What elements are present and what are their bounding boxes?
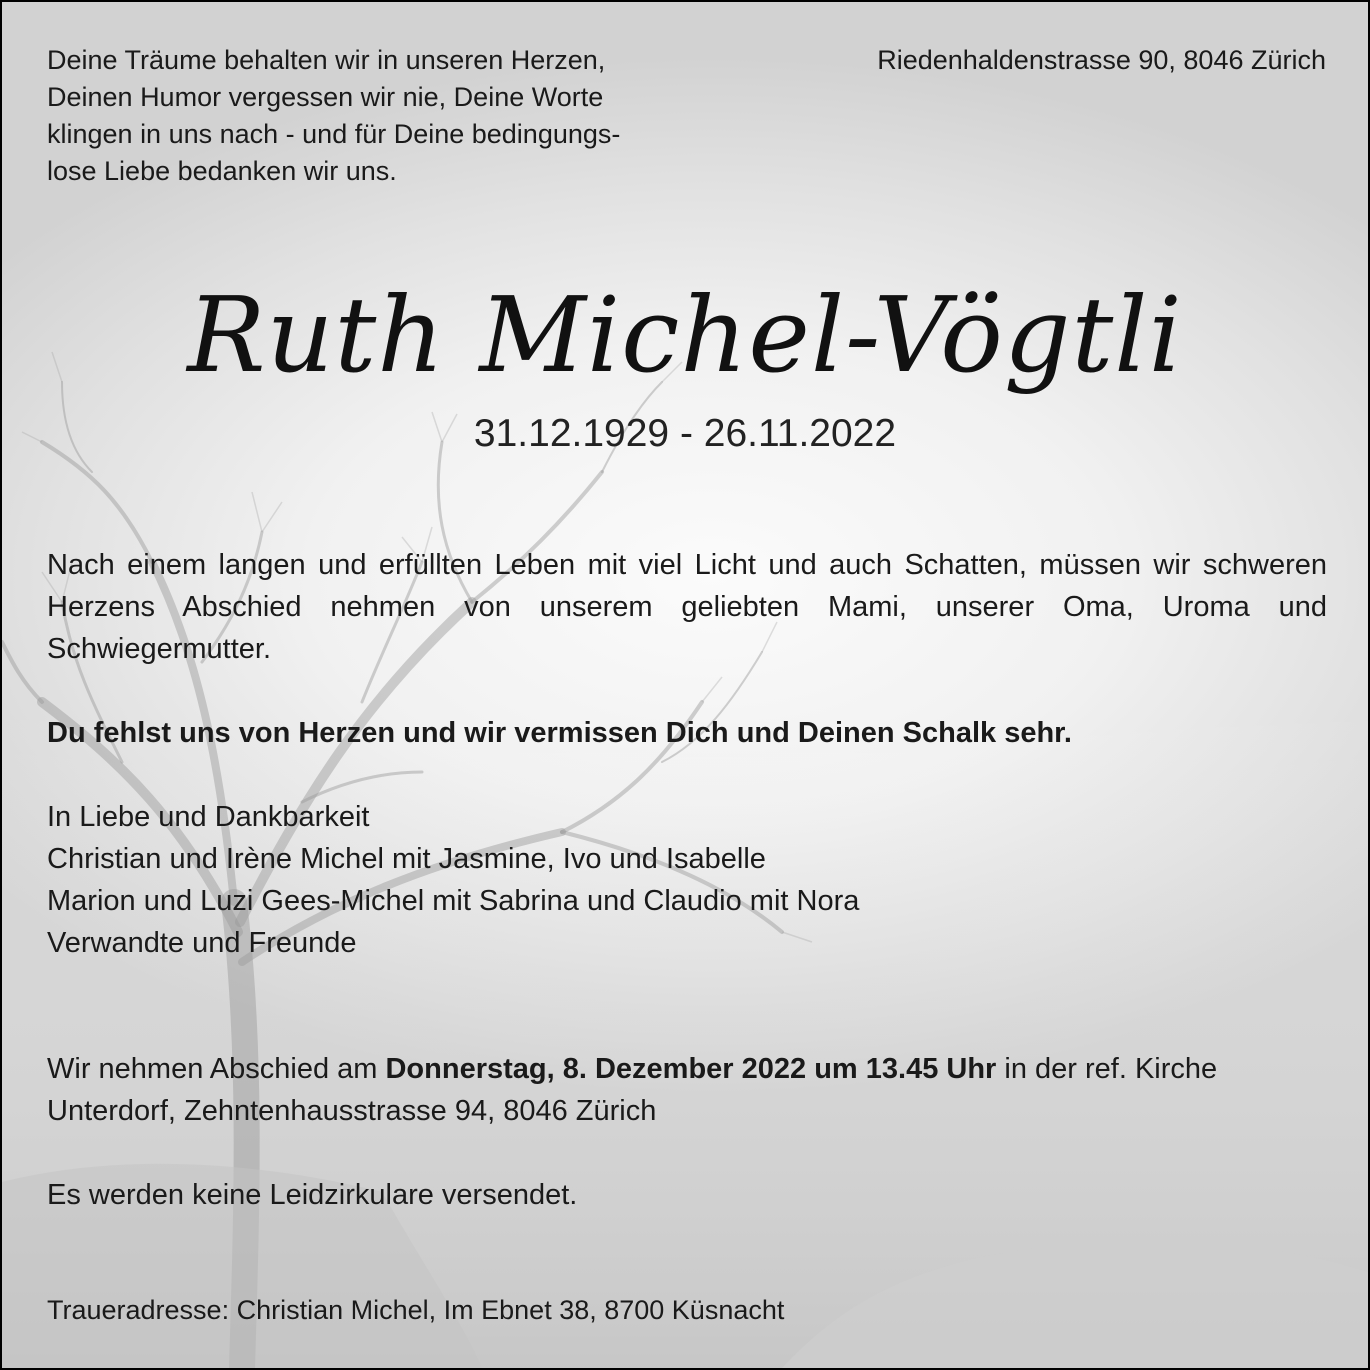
life-dates: 31.12.1929 - 26.11.2022 xyxy=(473,412,897,455)
service-location: in der ref. Kirche Unterdorf, Zehntenhausstrasse 94, 8046 Zürich xyxy=(47,1053,1218,1127)
farewell-line: Du fehlst uns von Herzen und wir vermissen Dich und Deinen Schalk sehr. xyxy=(47,717,1072,749)
signature-line: Verwandte und Freunde xyxy=(47,927,357,959)
service-prefix: Wir nehmen Abschied am xyxy=(47,1053,386,1085)
family-address: Riedenhaldenstrasse 90, 8046 Zürich xyxy=(877,45,1326,75)
intro-line: Deine Träume behalten wir in unseren Herzen, xyxy=(47,45,606,75)
announcement-paragraph xyxy=(47,544,1327,754)
signature-block xyxy=(47,796,859,964)
intro-line: lose Liebe bedanken wir uns. xyxy=(47,156,397,186)
signature-line: Marion und Luzi Gees-Michel mit Sabrina und Claudio mit Nora xyxy=(47,885,860,917)
signature-line: In Liebe und Dankbarkeit xyxy=(47,801,370,833)
intro-verse xyxy=(47,42,747,190)
intro-line: klingen in uns nach - und für Deine bedingungs- xyxy=(47,119,621,149)
announcement-text: Nach einem langen und erfüllten Leben mit viel Licht und auch Schatten, müssen wir schweren Herzens Abschied nehmen von unserem geliebten Mami, unserer Oma, Uroma und Schwiegermutter. xyxy=(47,549,1327,665)
no-condolence-letters-note: Es werden keine Leidzirkulare versendet. xyxy=(47,1179,578,1211)
service-announcement xyxy=(47,1048,1327,1132)
signature-line: Christian und Irène Michel mit Jasmine, Ivo und Isabelle xyxy=(47,843,766,875)
intro-line: Deinen Humor vergessen wir nie, Deine Worte xyxy=(47,82,604,112)
mourning-address: Traueradresse: Christian Michel, Im Ebnet 38, 8700 Küsnacht xyxy=(47,1295,785,1325)
deceased-name: Ruth Michel-Vögtli xyxy=(187,274,1183,396)
service-datetime: Donnerstag, 8. Dezember 2022 um 13.45 Uhr xyxy=(385,1053,997,1085)
